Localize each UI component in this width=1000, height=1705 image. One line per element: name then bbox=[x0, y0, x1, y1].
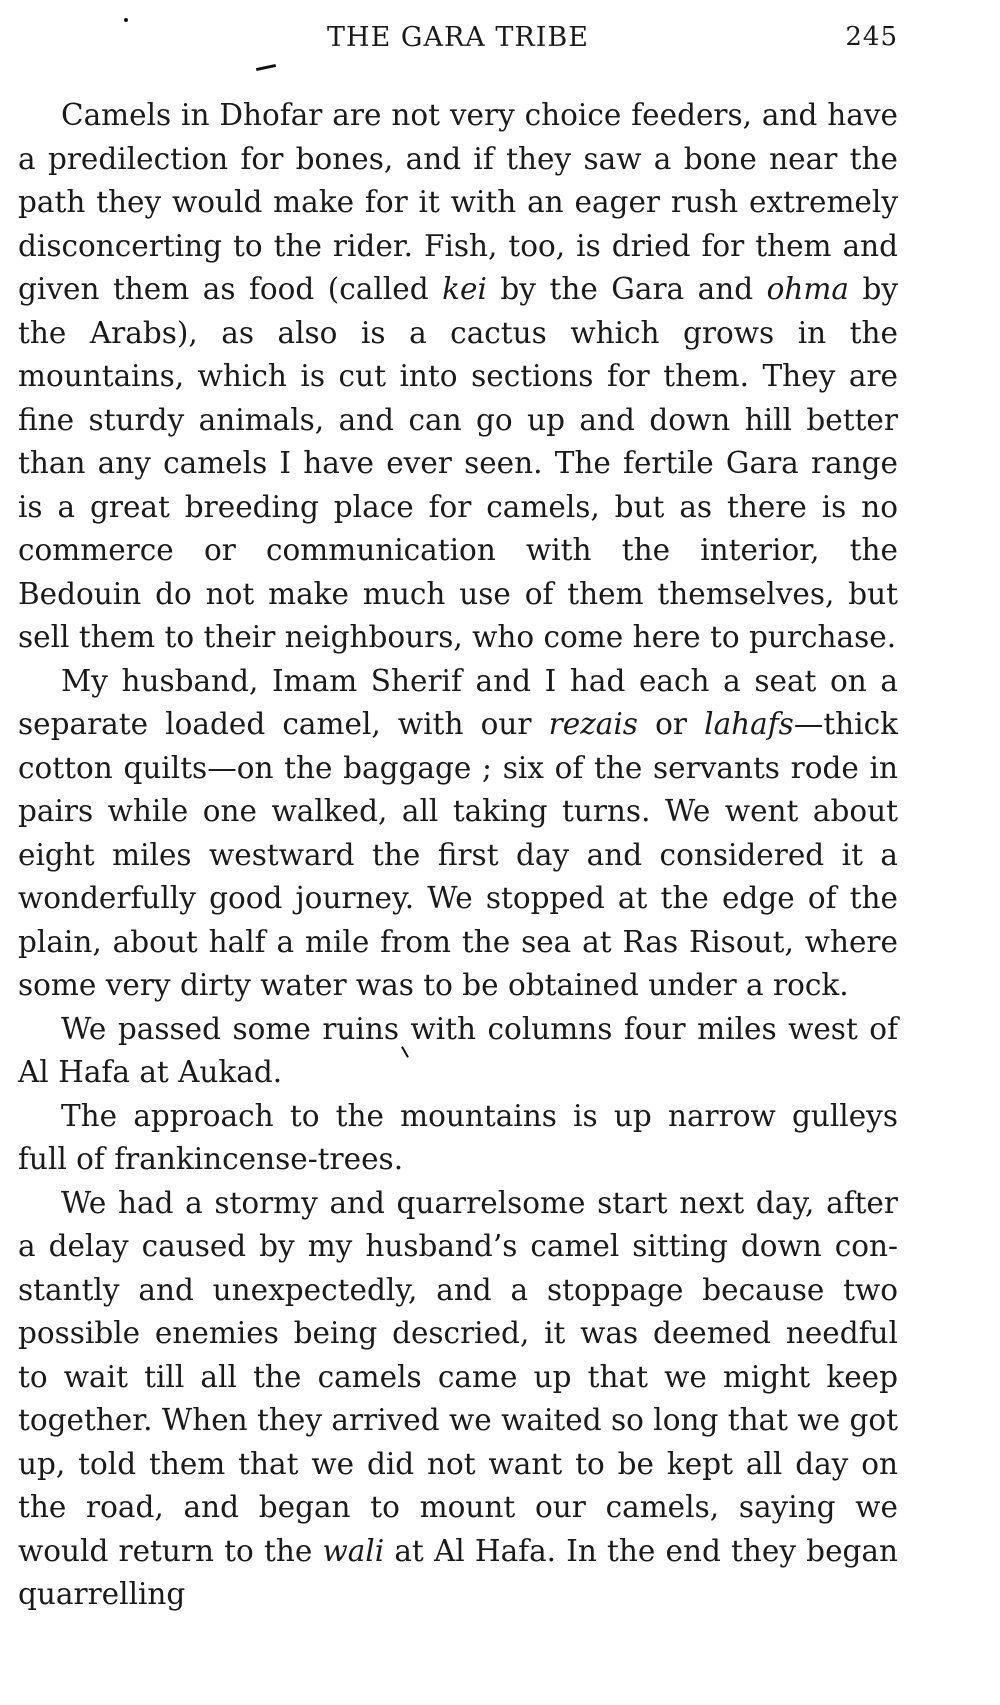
book-page bbox=[18, 18, 898, 1617]
text-run: Camels in Dhofar are not very choice feeders, and have a predilection for bones, and if they saw a bone near the path they would make for it with an eager rush extremely disconcerting to the rider. Fish, too, is dried for them and given them as food (called bbox=[18, 98, 898, 306]
text-run: at Al Hafa. In the end they began quarrelling bbox=[18, 1533, 898, 1611]
page-number: 245 bbox=[845, 22, 898, 52]
text-run: —thick cotton quilts—on the baggage ; six of the servants rode in pairs while one walked, all taking turns. We went about eight miles westward the first day and considered it a wonderfully good journey. We stopped at the edge of the plain, about half a mile from the sea at Ras Risout, where some very dirty water was to be obtained under a rock. bbox=[18, 707, 898, 1002]
italic-term-rezais: rezais bbox=[548, 707, 638, 741]
text-run: or bbox=[637, 707, 705, 741]
italic-term-wali: wali bbox=[322, 1533, 385, 1568]
paragraph-journey-seating bbox=[18, 660, 898, 1008]
italic-term-lahafs: lahafs bbox=[704, 707, 794, 741]
paragraph-ruins: We passed some ruins with columns four miles west of Al Hafa at Aukad. bbox=[18, 1011, 898, 1089]
italic-term-kei: kei bbox=[442, 272, 487, 306]
italic-term-ohma: ohma bbox=[766, 272, 849, 306]
body-text bbox=[18, 94, 898, 1617]
text-run: by the Arabs), as also is a cactus which grows in the mountains, which is cut into sections for them. They are fine sturdy animals, and can go up and down hill better than any camels I have ever seen. The fertile Gara range is a great breeding place for camels, but as there is no commerce or communication with the interior, the Bedouin do not make much use of them themselves, but sell them to their neighbours, who come here to purchase. bbox=[18, 272, 899, 654]
running-title: THE GARA TRIBE bbox=[327, 22, 589, 53]
text-run: My husband, Imam Sherif and I had each a seat on a separate loaded camel, with our bbox=[18, 663, 898, 741]
paragraph-camels-feeding bbox=[18, 94, 898, 660]
paragraph-approach: The approach to the mountains is up narrow gulleys full of frankincense-trees. bbox=[18, 1098, 898, 1176]
running-header bbox=[18, 18, 898, 58]
paragraph-stormy-start bbox=[18, 1182, 898, 1617]
ink-speck bbox=[124, 18, 128, 22]
text-run: We had a stormy and quarrelsome start next day, after a delay caused by my husband’s camel sitting down constantly and unexpectedly, and a stoppage because two possible enemies being descried, it was deemed needful to wait till all the camels came up that we might keep together. When they arrived we waited so long that we got up, told them that we did not want to be kept all day on the road, and began to mount our camels, saying we would return to the bbox=[18, 1185, 898, 1568]
text-run: by the Gara and bbox=[486, 272, 767, 306]
